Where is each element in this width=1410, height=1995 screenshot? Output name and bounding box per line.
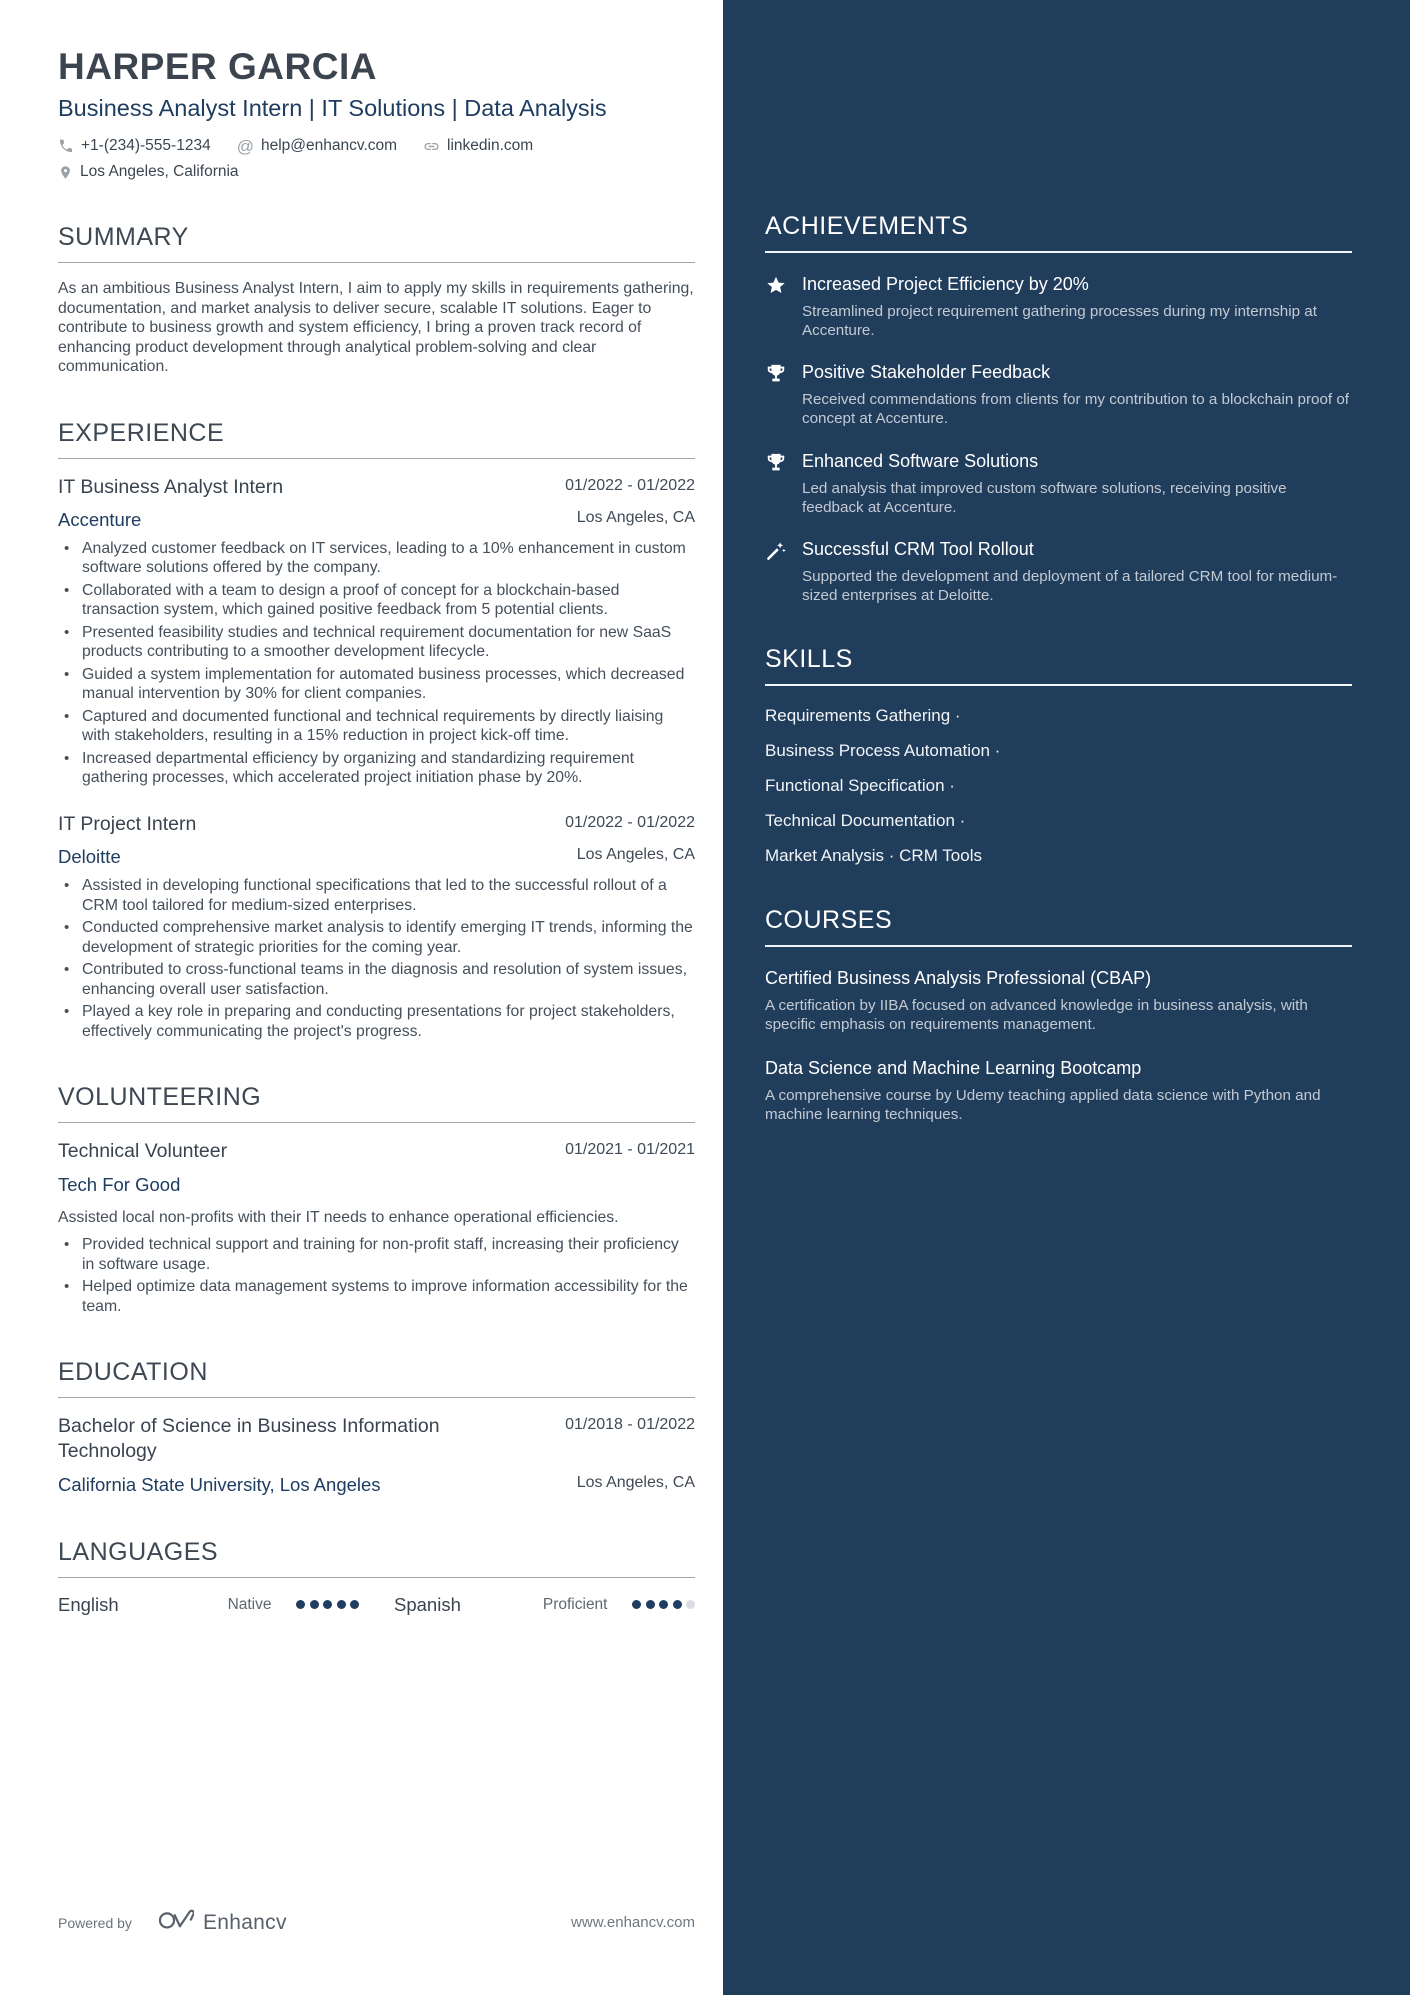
summary-text: As an ambitious Business Analyst Intern, I aim to apply my skills in requirements gathering, documentation, and market analysis to deliver secure, scalable IT solutions. Eager to contribute to business growth and system efficiency, I bring a proven track record of enhancing product development through analytical problem-solving and clear communication. xyxy=(58,280,694,375)
bullet: • Presented feasibility studies and technical requirement documentation for new SaaS products contributing to a smoother development lifecycle. xyxy=(58,623,695,662)
language-item xyxy=(394,1594,695,1616)
achievement-item xyxy=(765,361,1352,428)
bullet: • Played a key role in preparing and conducting presentations for project stakeholders, effectively communicating the project's progress. xyxy=(58,1002,695,1041)
skills-heading: SKILLS xyxy=(765,645,853,674)
skills-section xyxy=(765,645,1352,866)
job-title: IT Project Intern xyxy=(58,812,197,835)
section-divider xyxy=(58,458,695,459)
link-icon xyxy=(423,138,440,155)
achievement-description: Received commendations from clients for my contribution to a blockchain proof of concept at Accenture. xyxy=(802,391,1350,428)
education-dates: 01/2018 - 01/2022 xyxy=(565,1416,695,1434)
bullet: • Collaborated with a team to design a proof of concept for a blockchain-based transaction system, which gained positive feedback from 5 potential clients. xyxy=(58,581,695,620)
section-divider xyxy=(58,1577,695,1578)
trophy-icon xyxy=(765,361,787,428)
achievement-title: Successful CRM Tool Rollout xyxy=(802,538,1034,559)
job-bullets xyxy=(58,876,695,1041)
sidebar-divider xyxy=(765,251,1352,253)
bullet: • Contributed to cross-functional teams in the diagnosis and resolution of system issues, enhancing overall user satisfaction. xyxy=(58,960,695,999)
languages-section xyxy=(58,1538,695,1616)
language-proficiency-dots xyxy=(292,1600,360,1609)
achievements-section xyxy=(765,212,1352,605)
summary-heading: SUMMARY xyxy=(58,223,189,251)
language-name: Spanish xyxy=(394,1593,461,1615)
languages-heading: LANGUAGES xyxy=(58,1537,219,1566)
achievement-item xyxy=(765,273,1352,340)
language-level: Native xyxy=(227,1595,272,1613)
education-entry xyxy=(58,1414,695,1496)
achievement-title: Positive Stakeholder Feedback xyxy=(802,362,1051,383)
course-item xyxy=(765,967,1352,1034)
bullet: • Helped optimize data management systems to improve information accessibility for the team. xyxy=(58,1277,695,1316)
sidebar xyxy=(723,0,1410,1995)
job-location: Los Angeles, CA xyxy=(576,846,695,864)
phone-link[interactable] xyxy=(58,137,211,155)
bullet: • Provided technical support and training for non-profit staff, increasing their proficiency in software usage. xyxy=(58,1235,695,1274)
education-section xyxy=(58,1358,695,1496)
contact-row xyxy=(58,137,695,155)
location-row xyxy=(58,163,695,181)
school-name: California State University, Los Angeles xyxy=(58,1473,381,1495)
course-description: A certification by IIBA focused on advanced knowledge in business analysis, with specific emphasis on requirements management. xyxy=(765,997,1308,1034)
volunteer-dates: 01/2021 - 01/2021 xyxy=(565,1141,695,1159)
job-dates: 01/2022 - 01/2022 xyxy=(565,476,695,494)
email-link[interactable] xyxy=(237,137,397,155)
linkedin-url: linkedin.com xyxy=(447,137,534,154)
achievement-description: Supported the development and deployment of a tailored CRM tool for medium-sized enterprises at Deloitte. xyxy=(802,567,1338,605)
job-company: Accenture xyxy=(58,508,142,530)
website-link[interactable]: www.enhancv.com xyxy=(571,1914,695,1931)
sidebar-divider xyxy=(765,684,1352,686)
language-proficiency-dots xyxy=(628,1600,696,1609)
magic-wand-icon xyxy=(765,538,787,605)
degree-title: Bachelor of Science in Business Information Technology xyxy=(58,1415,440,1463)
achievement-title: Enhanced Software Solutions xyxy=(802,450,1039,471)
job-dates: 01/2022 - 01/2022 xyxy=(565,813,695,831)
trophy-icon xyxy=(765,450,787,517)
courses-heading: COURSES xyxy=(765,906,893,935)
job-location: Los Angeles, CA xyxy=(576,508,695,526)
job-company: Deloitte xyxy=(58,846,121,868)
languages-row xyxy=(58,1594,695,1616)
volunteer-bullets xyxy=(58,1235,695,1316)
bullet: • Increased departmental efficiency by organizing and standardizing requirement gathering processes, which accelerated project initiation phase by 20%. xyxy=(58,749,695,788)
achievement-item xyxy=(765,538,1352,605)
experience-heading: EXPERIENCE xyxy=(58,418,225,447)
enhancv-logo-icon xyxy=(158,1908,194,1937)
bullet: • Conducted comprehensive market analysis to identify emerging IT trends, informing the development of strategic priorities for the coming year. xyxy=(58,918,695,957)
education-heading: EDUCATION xyxy=(58,1358,208,1387)
email-address: help@enhancv.com xyxy=(260,137,398,154)
bullet: • Assisted in developing functional specifications that led to the successful rollout of a CRM tool tailored for medium-sized enterprises. xyxy=(58,876,695,915)
summary-section xyxy=(58,223,695,377)
volunteer-description: Assisted local non-profits with their IT needs to enhance operational efficiencies. xyxy=(58,1208,619,1226)
volunteering-entry xyxy=(58,1139,695,1316)
language-item xyxy=(58,1594,359,1616)
course-description: A comprehensive course by Udemy teaching applied data science with Python and machine learning techniques. xyxy=(765,1086,1321,1123)
phone-icon xyxy=(58,138,74,154)
footer xyxy=(58,1908,695,1937)
section-divider xyxy=(58,1397,695,1398)
course-title: Certified Business Analysis Professional (CBAP) xyxy=(765,968,1152,989)
email-icon: @ xyxy=(236,136,254,156)
experience-entry xyxy=(58,812,695,1041)
achievement-title: Increased Project Efficiency by 20% xyxy=(802,274,1089,294)
person-headline: Business Analyst Intern | IT Solutions | Data Analysis xyxy=(58,95,607,121)
experience-entry xyxy=(58,475,695,788)
language-name: English xyxy=(58,1593,119,1615)
location-item xyxy=(58,163,239,181)
location-text: Los Angeles, California xyxy=(80,163,239,180)
courses-section xyxy=(765,906,1352,1124)
location-pin-icon xyxy=(58,165,73,180)
sidebar-divider xyxy=(765,945,1352,947)
achievement-item xyxy=(765,450,1352,517)
bullet: • Analyzed customer feedback on IT services, leading to a 10% enhancement in custom software solutions offered by the company. xyxy=(58,539,695,578)
course-item xyxy=(765,1057,1352,1124)
school-location: Los Angeles, CA xyxy=(576,1473,695,1491)
volunteer-title: Technical Volunteer xyxy=(58,1140,228,1163)
section-divider xyxy=(58,262,695,263)
bullet: • Guided a system implementation for automated business processes, which decreased manual intervention by 30% for client companies. xyxy=(58,665,695,704)
skill-item: Business Process Automation · xyxy=(765,741,1001,761)
bullet: • Captured and documented functional and technical requirements by directly liaising with stakeholders, resulting in a 15% reduction in project kick-off time. xyxy=(58,707,695,746)
powered-by-label: Powered by xyxy=(58,1914,132,1931)
achievement-description: Streamlined project requirement gathering processes during my internship at Accenture. xyxy=(802,303,1317,340)
star-icon xyxy=(765,273,787,340)
phone-number: +1-(234)-555-1234 xyxy=(81,137,211,154)
person-name: HARPER GARCIA xyxy=(58,46,377,87)
linkedin-link[interactable] xyxy=(423,137,533,155)
skill-item: Technical Documentation · xyxy=(765,811,966,831)
language-level: Proficient xyxy=(542,1595,608,1613)
section-divider xyxy=(58,1122,695,1123)
course-title: Data Science and Machine Learning Bootcamp xyxy=(765,1057,1142,1078)
skill-item: Requirements Gathering · xyxy=(765,706,961,726)
job-title: IT Business Analyst Intern xyxy=(58,475,284,498)
experience-section xyxy=(58,419,695,1042)
volunteering-section xyxy=(58,1083,695,1316)
volunteering-heading: VOLUNTEERING xyxy=(58,1083,262,1112)
skill-item: Functional Specification · xyxy=(765,776,955,796)
skill-item: Market Analysis · CRM Tools xyxy=(765,846,982,866)
job-bullets xyxy=(58,539,695,788)
achievement-description: Led analysis that improved custom software solutions, receiving positive feedback at Accenture. xyxy=(802,479,1287,516)
achievements-heading: ACHIEVEMENTS xyxy=(765,212,969,240)
volunteer-organization: Tech For Good xyxy=(58,1173,181,1195)
enhancv-brand-name: Enhancv xyxy=(202,1910,287,1934)
